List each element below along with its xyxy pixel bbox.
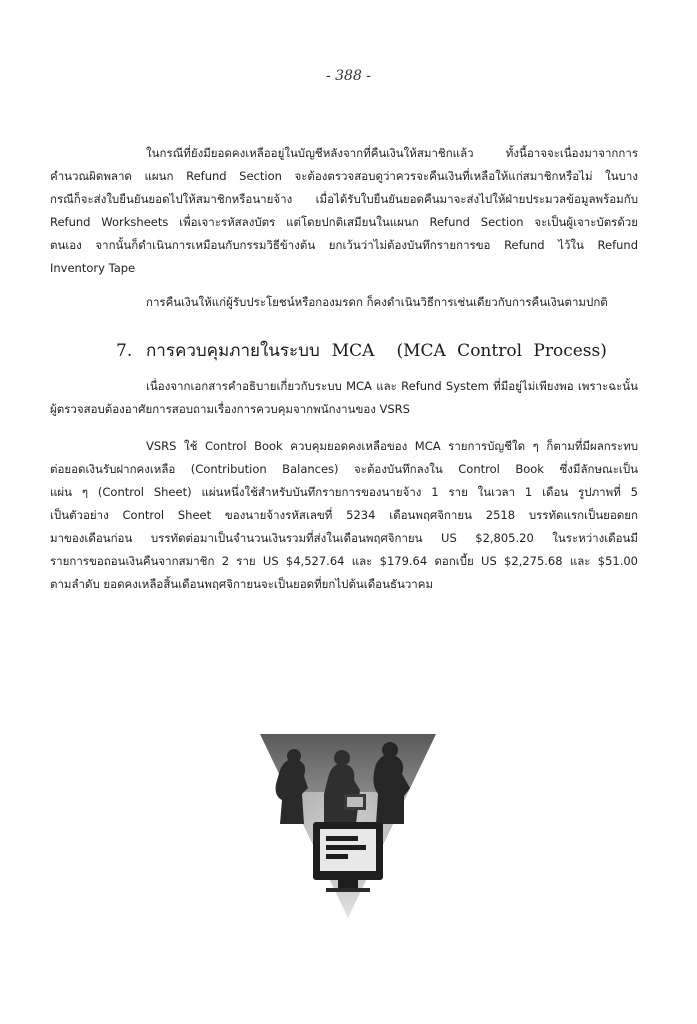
text-line: ผู้ตรวจสอบต้องอาศัยการสอบถามเรื่องการควบคุมจากพนักงานของ VSRS bbox=[50, 402, 410, 416]
text-line: มาของเดือนก่อน บรรทัดต่อมาเป็นจำนวนเงินรวมที่ส่งในเดือนพฤศจิกายน US $2,805.20 ในระหว่างเดือนมี bbox=[50, 531, 638, 545]
paragraph-beneficiary-refund: การคืนเงินให้แก่ผู้รับประโยชน์หรือกองมรดก ก็คงดำเนินวิธีการเช่นเดียวกับการคืนเงินตามปกติ bbox=[146, 295, 608, 309]
text-line: Inventory Tape bbox=[50, 261, 136, 275]
text-line: ในกรณีที่ยังมียอดคงเหลืออยู่ในบัญชีหลังจากที่คืนเงินให้สมาชิกแล้ว ทั้งนี้อาจจะเนื่องมาจากการ bbox=[146, 146, 638, 160]
text-line: กรณีก็จะส่งใบยืนยันยอดไปให้สมาชิกหรือนายจ้าง เมื่อได้รับใบยืนยันยอดคืนมาจะส่งไปให้ฝ่ายประมวลข้อมูลพร้อมกับ bbox=[50, 192, 638, 206]
text-line: เนื่องจากเอกสารคำอธิบายเกี่ยวกับระบบ MCA และ Refund System ที่มีอยู่ไม่เพียงพอ เพราะฉะนั้น bbox=[146, 379, 638, 393]
text-line: ตนเอง จากนั้นก็ดำเนินการเหมือนกับกรรมวิธีข้างต้น ยกเว้นว่าไม่ต้องบันทึกรายการขอ Refund ไว้ใน Refund bbox=[50, 238, 638, 252]
page-number: - 388 - bbox=[325, 68, 372, 84]
text-line: Refund Worksheets เพื่อเจาะรหัสลงบัตร แต่โดยปกติเสมียนในแผนก Refund Section จะเป็นผู้เจาะบัตรด้วย bbox=[50, 215, 638, 229]
office-workers-computer-triangle-icon bbox=[258, 730, 438, 920]
text-line: รายการขอถอนเงินคืนจากสมาชิก 2 ราย US $4,527.64 และ $179.64 ดอกเบี้ย US $2,275.68 และ $51.00 bbox=[50, 554, 638, 568]
section-number: 7. bbox=[116, 341, 133, 361]
text-line: ต่อยอดเงินรับฝากคงเหลือ (Contribution Balances) จะต้องบันทึกลงใน Control Book ซึ่งมีลักษณะเป็น bbox=[50, 462, 638, 476]
text-line: คำนวณผิดพลาด แผนก Refund Section จะต้องตรวจสอบดูว่าควรจะคืนเงินที่เหลือให้แก่สมาชิกหรือไม่ ในบาง bbox=[50, 169, 638, 183]
text-line: VSRS ใช้ Control Book ควบคุมยอดคงเหลือของ MCA รายการบัญชีใด ๆ ก็ตามที่มีผลกระทบ bbox=[146, 439, 638, 453]
section-heading bbox=[116, 340, 607, 362]
text-line: เป็นตัวอย่าง Control Sheet ของนายจ้างรหัสเลขที่ 5234 เดือนพฤศจิกายน 2518 บรรทัดแรกเป็นยอดยก bbox=[50, 508, 638, 522]
section-title-thai: การควบคุมภายในระบบ bbox=[146, 341, 320, 361]
section-title-english: (MCA Control Process) bbox=[396, 341, 607, 361]
text-line: ตามลำดับ ยอดคงเหลือสิ้นเดือนพฤศจิกายนจะเป็นยอดที่ยกไปต้นเดือนธันวาคม bbox=[50, 577, 434, 591]
section-title-mca: MCA bbox=[331, 341, 375, 361]
text-line: แผ่น ๆ (Control Sheet) แผ่นหนึ่งใช้สำหรับบันทึกรายการของนายจ้าง 1 ราย ในเวลา 1 เดือน รูปภาพที่ 5 bbox=[50, 485, 638, 499]
